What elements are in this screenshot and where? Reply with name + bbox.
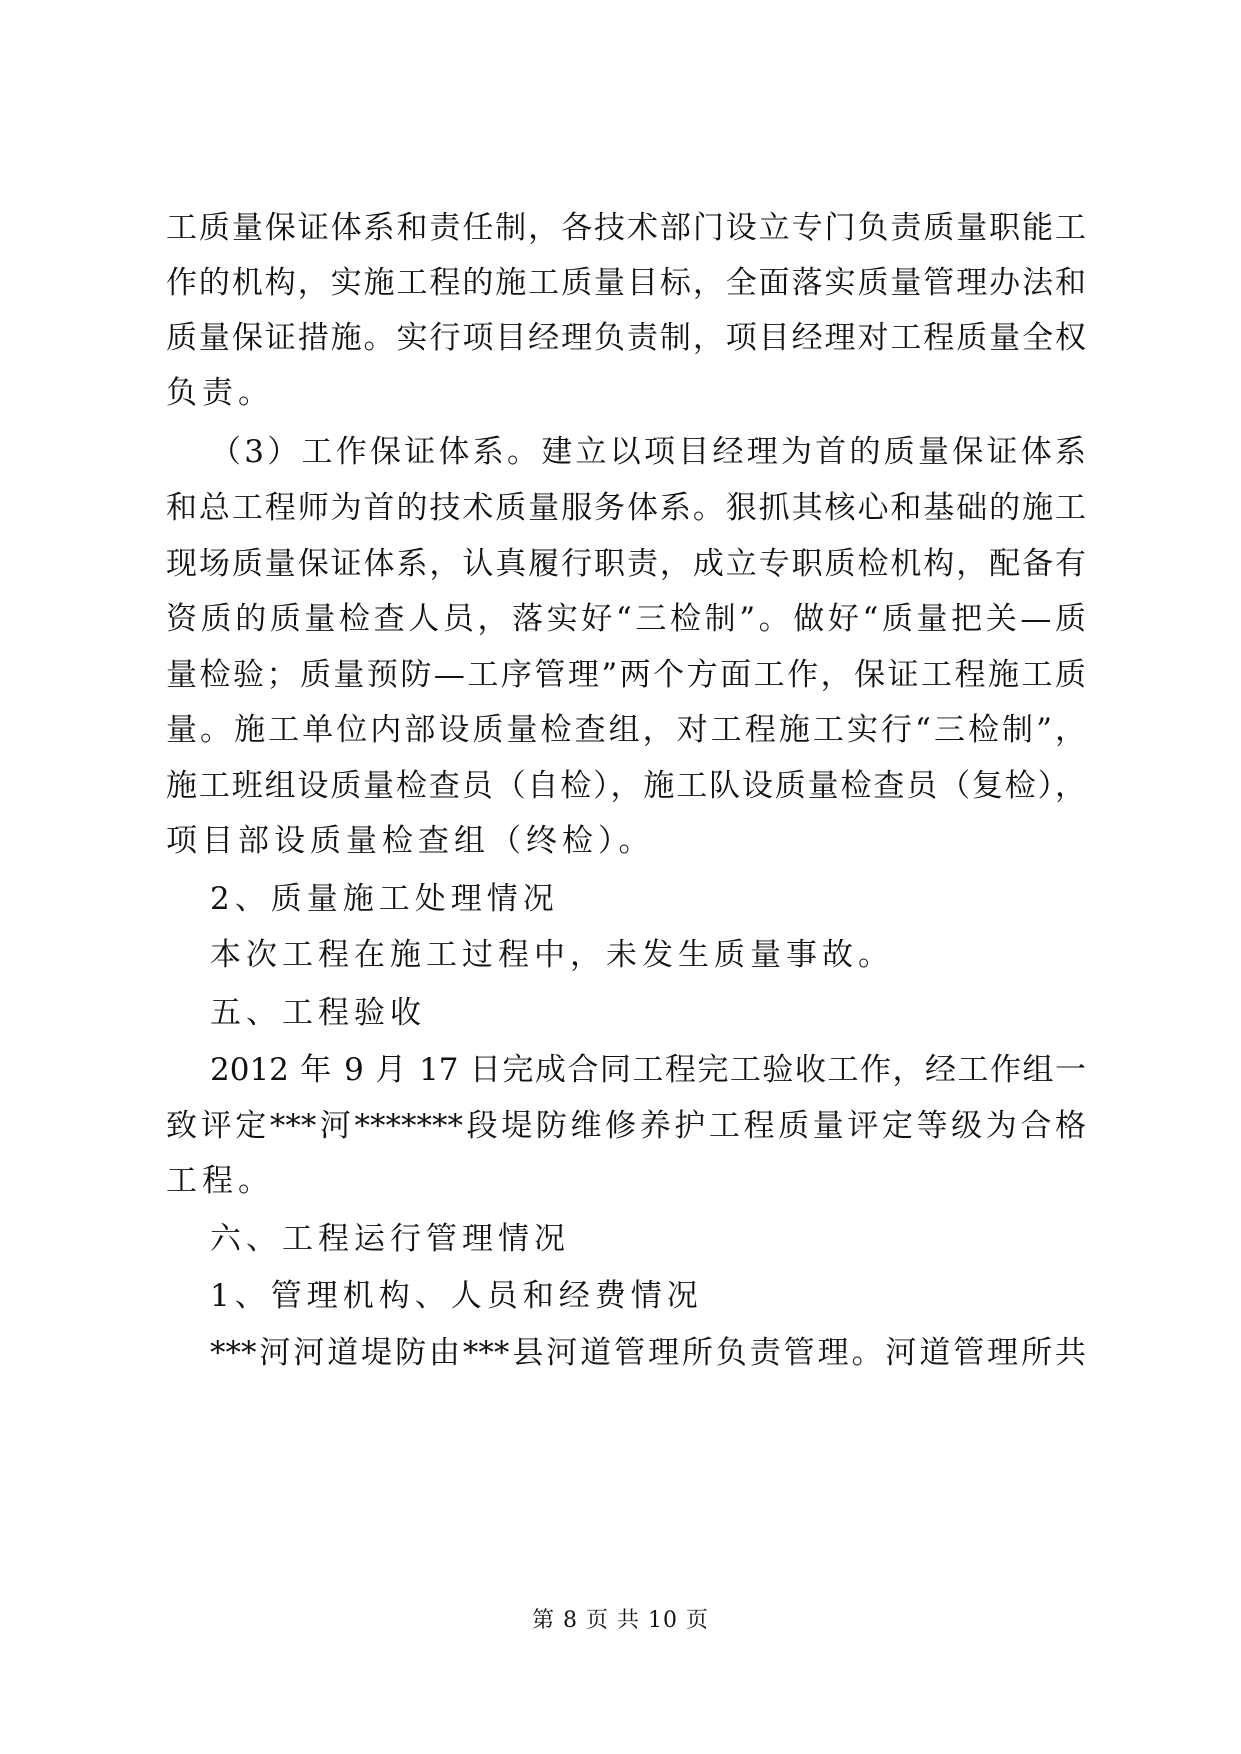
body-line: 资质的质量检查人员，落实好“三检制”。做好“质量把关—质: [166, 601, 1086, 637]
section-heading: 六、工程运行管理情况: [210, 1221, 570, 1257]
body-line: 负责。: [166, 375, 274, 411]
body-line: 质量保证措施。实行项目经理负责制，项目经理对工程质量全权: [166, 320, 1086, 356]
section-heading: 五、工程验收: [210, 995, 426, 1031]
section-heading: 2、质量施工处理情况: [210, 881, 559, 917]
body-line: 工质量保证体系和责任制，各技术部门设立专门负责质量职能工: [166, 210, 1086, 246]
body-line: 项目部设质量检查组（终检）。: [166, 823, 655, 859]
body-line: （3）工作保证体系。建立以项目经理为首的质量保证体系: [210, 434, 1086, 470]
body-line: 致评定***河*******段堤防维修养护工程质量评定等级为合格: [166, 1108, 1086, 1144]
body-line: 量检验；质量预防—工序管理”两个方面工作，保证工程施工质: [166, 657, 1086, 693]
body-line: 2012 年 9 月 17 日完成合同工程完工验收工作，经工作组一: [210, 1052, 1086, 1088]
body-line: 作的机构，实施工程的施工质量目标，全面落实质量管理办法和: [166, 265, 1086, 301]
body-line: 本次工程在施工过程中，未发生质量事故。: [210, 937, 894, 973]
body-line: 和总工程师为首的技术质量服务体系。狠抓其核心和基础的施工: [166, 490, 1086, 526]
section-heading: 1、管理机构、人员和经费情况: [210, 1278, 703, 1314]
body-line: 工程。: [166, 1163, 274, 1199]
page-number-footer: 第 8 页 共 10 页: [532, 1608, 709, 1633]
body-line: 施工班组设质量检查员（自检），施工队设质量检查员（复检），: [166, 768, 1086, 804]
body-line: ***河河道堤防由***县河道管理所负责管理。河道管理所共: [210, 1335, 1086, 1371]
body-line: 量。施工单位内部设质量检查组，对工程施工实行“三检制”，: [166, 712, 1086, 748]
body-line: 现场质量保证体系，认真履行职责，成立专职质检机构，配备有: [166, 546, 1086, 582]
